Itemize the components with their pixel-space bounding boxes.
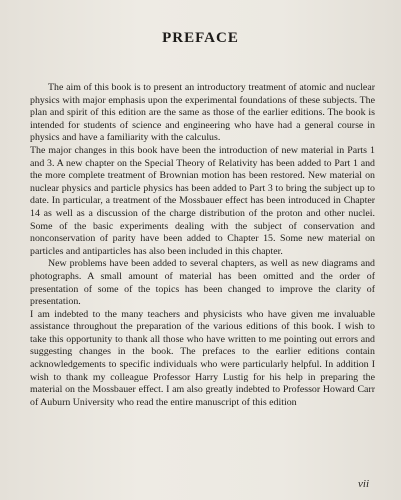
preface-body bbox=[30, 82, 375, 409]
page-number: vii bbox=[358, 478, 369, 490]
paragraph-acknowledgements: I am indebted to the many teachers and physicists who have given me invaluable assistance throughout the preparation of the various editions of this book. I wish to take this opportunity to thank all those who have written to me pointing out errors and suggesting changes in the book. The prefaces to the earlier editions contain acknowledgements to specific individuals who were particularly helpful. In addition I wish to thank my colleague Professor Harry Lustig for his help in preparing the material on the Mossbauer effect. I am also greatly indebted to Professor Howard Carr of Auburn University who read the entire manuscript of this edition bbox=[30, 308, 375, 408]
paragraph-major-changes: The major changes in this book have been the introduction of new material in Parts 1 and 3. A new chapter on the Special Theory of Relativity has been added to Part 1 and the more complete treatment of Brownian motion has been restored. New material on nuclear physics and particle physics has been added to Part 3 to bring the subject up to date. In particular, a treatment of the Mossbauer effect has been introduced in Chapter 14 as well as a discussion of the charge distribution of the proton and other nuclei. Some of the basic experiments dealing with the subject of conservation and nonconservation of parity have been added to Chapter 15. Some new material on particles and antiparticles has also been included in this chapter. bbox=[30, 144, 375, 257]
page-title: PREFACE bbox=[162, 30, 239, 46]
paragraph-aim: The aim of this book is to present an introductory treatment of atomic and nuclear physics with major emphasis upon the experimental foundations of these subjects. The plan and spirit of this edition are the same as those of the earlier editions. The book is intended for students of science and engineering who have had a general course in physics and have a familiarity with the calculus. bbox=[30, 82, 375, 144]
paragraph-new-problems: New problems have been added to several chapters, as well as new diagrams and photographs. A small amount of material has been omitted and the order of presentation of some of the topics has been changed to improve the clarity of presentation. bbox=[30, 258, 375, 308]
